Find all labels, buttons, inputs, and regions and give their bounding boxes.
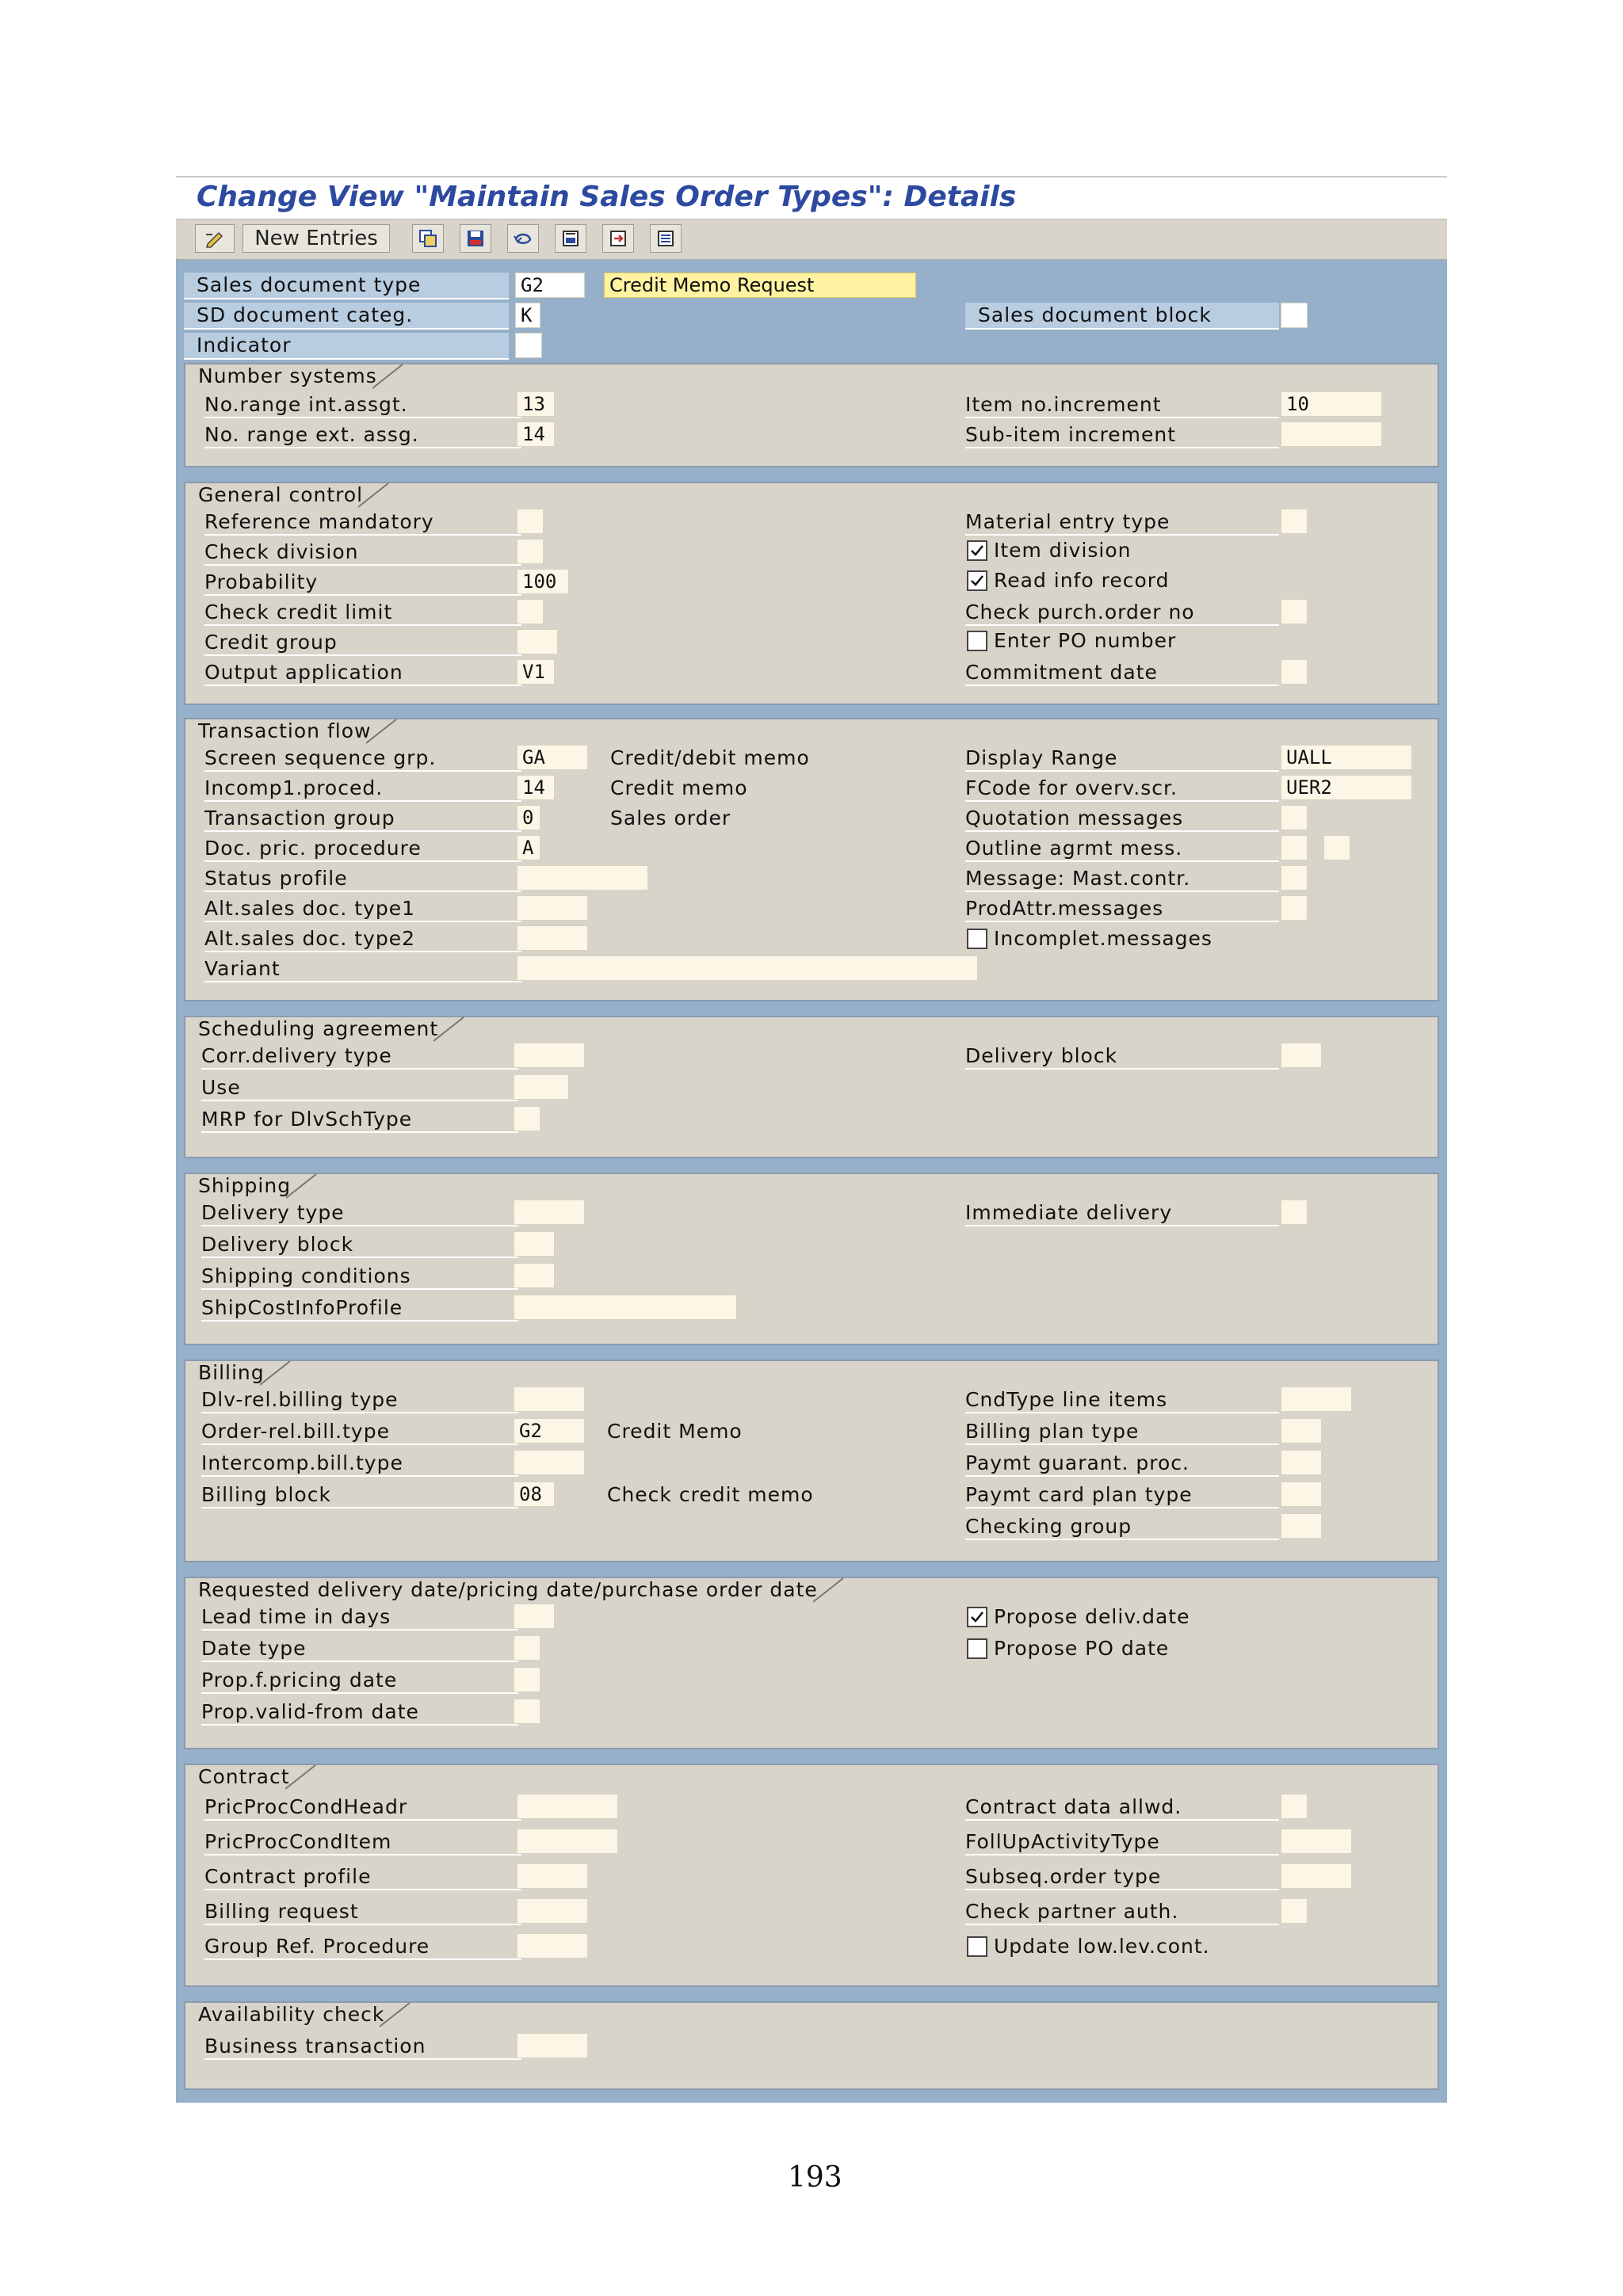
- subseq-label: Subseq.order type: [965, 1863, 1279, 1890]
- select-icon[interactable]: [650, 224, 682, 253]
- incomplet-msgs-label: Incomplet.messages: [994, 927, 1212, 950]
- billing-request-label: Billing request: [204, 1898, 521, 1925]
- date-type-label: Date type: [201, 1635, 518, 1662]
- propose-po-label: Propose PO date: [994, 1637, 1170, 1660]
- commitment-label: Commitment date: [965, 659, 1279, 686]
- tab-edge-icon: [358, 482, 390, 509]
- billing-plan-field[interactable]: [1281, 1418, 1322, 1444]
- print-icon[interactable]: [555, 224, 586, 253]
- contract-data-field[interactable]: [1281, 1794, 1308, 1819]
- no-range-int-label: No.range int.assgt.: [204, 391, 521, 418]
- alt2-field[interactable]: [517, 925, 588, 951]
- ref-mandatory-label: Reference mandatory: [204, 509, 521, 536]
- billing-plan-label: Billing plan type: [965, 1418, 1279, 1445]
- immediate-field[interactable]: [1281, 1199, 1308, 1225]
- paymt-guarant-field[interactable]: [1281, 1450, 1322, 1475]
- cndtype-label: CndType line items: [965, 1386, 1279, 1413]
- contract-data-label: Contract data allwd.: [965, 1794, 1279, 1821]
- order-rel-desc: Credit Memo: [607, 1420, 743, 1443]
- read-info-label: Read info record: [994, 569, 1170, 592]
- probability-label: Probability: [204, 569, 521, 596]
- fcode-label: FCode for overv.scr.: [965, 775, 1279, 802]
- incomplet-msgs-checkbox[interactable]: [967, 929, 987, 949]
- alt1-label: Alt.sales doc. type1: [204, 895, 521, 922]
- dlv-rel-field[interactable]: [514, 1386, 585, 1412]
- check-partner-label: Check partner auth.: [965, 1898, 1279, 1925]
- group-ref-label: Group Ref. Procedure: [204, 1933, 521, 1960]
- outline-msgs-field[interactable]: [1281, 835, 1308, 860]
- sap-window: [176, 176, 1447, 2103]
- transaction-flow-title: Transaction flow: [190, 718, 398, 745]
- trans-group-field[interactable]: 0: [517, 805, 540, 830]
- availability-check-title: Availability check: [190, 2001, 411, 2028]
- prop-valid-field[interactable]: [514, 1699, 540, 1724]
- mast-contr-field[interactable]: [1281, 865, 1308, 891]
- billing-group: [184, 1360, 1439, 1562]
- pric-item-field[interactable]: [517, 1829, 618, 1854]
- tab-edge-icon: [372, 363, 404, 390]
- alt2-label: Alt.sales doc. type2: [204, 925, 521, 952]
- shipping-title: Shipping: [190, 1173, 318, 1199]
- check-partner-field[interactable]: [1281, 1898, 1308, 1924]
- group-ref-field[interactable]: [517, 1933, 588, 1958]
- content-area: [176, 260, 1447, 2103]
- propose-deliv-checkbox[interactable]: [967, 1607, 987, 1627]
- trans-group-desc: Sales order: [610, 807, 731, 830]
- requested-date-group: [184, 1577, 1439, 1749]
- contract-profile-field[interactable]: [517, 1863, 588, 1889]
- date-type-field[interactable]: [514, 1635, 540, 1661]
- prop-pricing-label: Prop.f.pricing date: [201, 1667, 518, 1694]
- sd-categ-label: SD document categ.: [184, 303, 509, 330]
- incompl-desc: Credit memo: [610, 776, 748, 799]
- ship-delivery-block-field[interactable]: [514, 1231, 555, 1257]
- output-app-field[interactable]: V1: [517, 659, 555, 685]
- check-division-field[interactable]: [517, 539, 544, 564]
- contract-title: Contract: [190, 1764, 317, 1791]
- ship-delivery-block-label: Delivery block: [201, 1231, 518, 1258]
- sales-doc-block-field[interactable]: [1281, 303, 1308, 328]
- general-control-title: General control: [190, 482, 390, 509]
- business-trans-field[interactable]: [517, 2033, 588, 2058]
- prop-valid-label: Prop.valid-from date: [201, 1699, 518, 1726]
- checkmark-icon: [969, 543, 985, 559]
- quotation-msgs-field[interactable]: [1281, 805, 1308, 830]
- use-field[interactable]: [514, 1074, 569, 1100]
- screen-seq-desc: Credit/debit memo: [610, 746, 810, 769]
- check-po-field[interactable]: [1281, 599, 1308, 624]
- scheduling-agreement-title: Scheduling agreement: [190, 1016, 465, 1043]
- corr-delivery-field[interactable]: [514, 1043, 585, 1068]
- quotation-msgs-label: Quotation messages: [965, 805, 1279, 832]
- shipcost-label: ShipCostInfoProfile: [201, 1295, 518, 1322]
- sched-delivery-block-field[interactable]: [1281, 1043, 1322, 1068]
- display-range-field[interactable]: UALL: [1281, 745, 1412, 770]
- propose-deliv-label: Propose deliv.date: [994, 1605, 1190, 1628]
- subitem-incr-label: Sub-item increment: [965, 421, 1279, 448]
- sd-categ-field[interactable]: K: [515, 303, 540, 328]
- order-rel-field[interactable]: G2: [514, 1418, 585, 1444]
- tab-edge-icon: [285, 1764, 317, 1791]
- incompl-label: Incomp1.proced.: [204, 775, 521, 802]
- delivery-type-label: Delivery type: [201, 1199, 518, 1226]
- sales-doc-block-label: Sales document block: [965, 303, 1279, 330]
- billing-title: Billing: [190, 1360, 292, 1386]
- check-po-label: Check purch.order no: [965, 599, 1279, 626]
- no-range-ext-field[interactable]: 14: [517, 421, 555, 447]
- immediate-label: Immediate delivery: [965, 1199, 1279, 1226]
- number-systems-title: Number systems: [190, 363, 404, 390]
- availability-check-group: [184, 2001, 1439, 2090]
- material-entry-label: Material entry type: [965, 509, 1279, 536]
- transaction-flow-group: [184, 718, 1439, 1001]
- edit-icon[interactable]: [195, 224, 235, 253]
- tab-edge-icon: [433, 1016, 465, 1043]
- display-range-label: Display Range: [965, 745, 1279, 772]
- delivery-type-field[interactable]: [514, 1199, 585, 1225]
- pric-headr-label: PricProcCondHeadr: [204, 1794, 521, 1821]
- item-incr-label: Item no.increment: [965, 391, 1279, 418]
- check-credit-label: Check credit limit: [204, 599, 521, 626]
- tab-edge-icon: [813, 1577, 845, 1604]
- page-number: 193: [788, 2161, 842, 2194]
- billing-block-desc: Check credit memo: [607, 1483, 814, 1506]
- item-division-label: Item division: [994, 539, 1132, 562]
- sched-delivery-block-label: Delivery block: [965, 1043, 1279, 1070]
- doc-pric-field[interactable]: A: [517, 835, 540, 860]
- pric-headr-field[interactable]: [517, 1794, 618, 1819]
- commitment-field[interactable]: [1281, 659, 1308, 685]
- business-trans-label: Business transaction: [204, 2033, 521, 2060]
- credit-group-label: Credit group: [204, 629, 521, 656]
- cndtype-field[interactable]: [1281, 1386, 1352, 1412]
- use-label: Use: [201, 1074, 518, 1101]
- alt1-field[interactable]: [517, 895, 588, 921]
- application-toolbar: [176, 219, 1447, 260]
- incompl-field[interactable]: 14: [517, 775, 555, 800]
- ref-mandatory-field[interactable]: [517, 509, 544, 534]
- requested-date-title: Requested delivery date/pricing date/purchase order date: [190, 1577, 845, 1604]
- check-division-label: Check division: [204, 539, 521, 566]
- order-rel-label: Order-rel.bill.type: [201, 1418, 518, 1445]
- sales-doc-type-label: Sales document type: [184, 273, 509, 299]
- checkmark-icon: [969, 573, 985, 589]
- shipping-cond-label: Shipping conditions: [201, 1263, 518, 1290]
- subseq-field[interactable]: [1281, 1863, 1352, 1889]
- intercomp-label: Intercomp.bill.type: [201, 1450, 518, 1477]
- doc-pric-label: Doc. pric. procedure: [204, 835, 521, 862]
- paymt-guarant-label: Paymt guarant. proc.: [965, 1450, 1279, 1477]
- probability-field[interactable]: 100: [517, 569, 569, 594]
- checking-group-field[interactable]: [1281, 1513, 1322, 1539]
- tab-edge-icon: [380, 2001, 411, 2028]
- contract-profile-label: Contract profile: [204, 1863, 521, 1890]
- general-control-group: [184, 482, 1439, 705]
- no-range-int-field[interactable]: 13: [517, 391, 555, 417]
- lead-time-label: Lead time in days: [201, 1604, 518, 1630]
- prodattr-field[interactable]: [1281, 895, 1308, 921]
- mrp-field[interactable]: [514, 1106, 540, 1131]
- checkmark-icon: [969, 1609, 985, 1625]
- mast-contr-label: Message: Mast.contr.: [965, 865, 1279, 892]
- new-entries-button[interactable]: New Entries: [242, 224, 390, 253]
- enter-po-checkbox[interactable]: [967, 631, 987, 651]
- credit-group-field[interactable]: [517, 629, 558, 654]
- output-app-label: Output application: [204, 659, 521, 686]
- prop-pricing-field[interactable]: [514, 1667, 540, 1692]
- undo-icon[interactable]: [507, 224, 539, 253]
- paymt-card-label: Paymt card plan type: [965, 1482, 1279, 1508]
- billing-block-field[interactable]: 08: [514, 1482, 555, 1507]
- read-info-checkbox[interactable]: [967, 570, 987, 591]
- enter-po-label: Enter PO number: [994, 629, 1177, 652]
- sales-doc-type-field[interactable]: G2: [515, 273, 585, 298]
- save-icon[interactable]: [460, 224, 491, 253]
- contract-group: [184, 1764, 1439, 1987]
- follup-label: FollUpActivityType: [965, 1829, 1279, 1855]
- screen-seq-label: Screen sequence grp.: [204, 745, 521, 772]
- trans-group-label: Transaction group: [204, 805, 521, 832]
- billing-request-field[interactable]: [517, 1898, 588, 1924]
- propose-po-checkbox[interactable]: [967, 1638, 987, 1659]
- corr-delivery-label: Corr.delivery type: [201, 1043, 518, 1070]
- material-entry-field[interactable]: [1281, 509, 1308, 534]
- indicator-field[interactable]: [515, 333, 542, 358]
- pric-item-label: PricProcCondItem: [204, 1829, 521, 1855]
- check-credit-field[interactable]: [517, 599, 544, 624]
- subitem-incr-field[interactable]: [1281, 421, 1382, 447]
- title-bar: [176, 177, 1447, 219]
- item-incr-field[interactable]: 10: [1281, 391, 1382, 417]
- tab-edge-icon: [366, 718, 398, 745]
- billing-block-label: Billing block: [201, 1482, 518, 1508]
- variant-label: Variant: [204, 955, 521, 982]
- copy-icon[interactable]: [412, 224, 444, 253]
- sales-doc-type-desc: Credit Memo Request: [604, 273, 916, 298]
- shipcost-field[interactable]: [514, 1295, 737, 1320]
- variant-field[interactable]: [517, 955, 978, 981]
- status-profile-label: Status profile: [204, 865, 521, 892]
- mrp-label: MRP for DlvSchType: [201, 1106, 518, 1133]
- paymt-card-field[interactable]: [1281, 1482, 1322, 1507]
- outline-msgs-label: Outline agrmt mess.: [965, 835, 1279, 862]
- page-title: Change View "Maintain Sales Order Types": Details: [197, 181, 1017, 213]
- update-low-label: Update low.lev.cont.: [994, 1935, 1210, 1958]
- no-range-ext-label: No. range ext. assg.: [204, 421, 521, 448]
- screen-seq-field[interactable]: GA: [517, 745, 588, 770]
- checking-group-label: Checking group: [965, 1513, 1279, 1540]
- intercomp-field[interactable]: [514, 1450, 585, 1475]
- dlv-rel-label: Dlv-rel.billing type: [201, 1386, 518, 1413]
- export-icon[interactable]: [602, 224, 634, 253]
- number-systems-group: [184, 363, 1439, 467]
- item-division-checkbox[interactable]: [967, 540, 987, 561]
- tab-edge-icon: [286, 1173, 318, 1199]
- prodattr-label: ProdAttr.messages: [965, 895, 1279, 922]
- shipping-cond-field[interactable]: [514, 1263, 555, 1288]
- indicator-label: Indicator: [184, 333, 509, 360]
- tab-edge-icon: [260, 1360, 292, 1386]
- fcode-field[interactable]: UER2: [1281, 775, 1412, 800]
- shipping-group: [184, 1173, 1439, 1345]
- lead-time-field[interactable]: [514, 1604, 555, 1629]
- status-profile-field[interactable]: [517, 865, 648, 891]
- update-low-checkbox[interactable]: [967, 1936, 987, 1957]
- outline-msgs-field-2[interactable]: [1323, 835, 1350, 860]
- follup-field[interactable]: [1281, 1829, 1352, 1854]
- scheduling-agreement-group: [184, 1016, 1439, 1158]
